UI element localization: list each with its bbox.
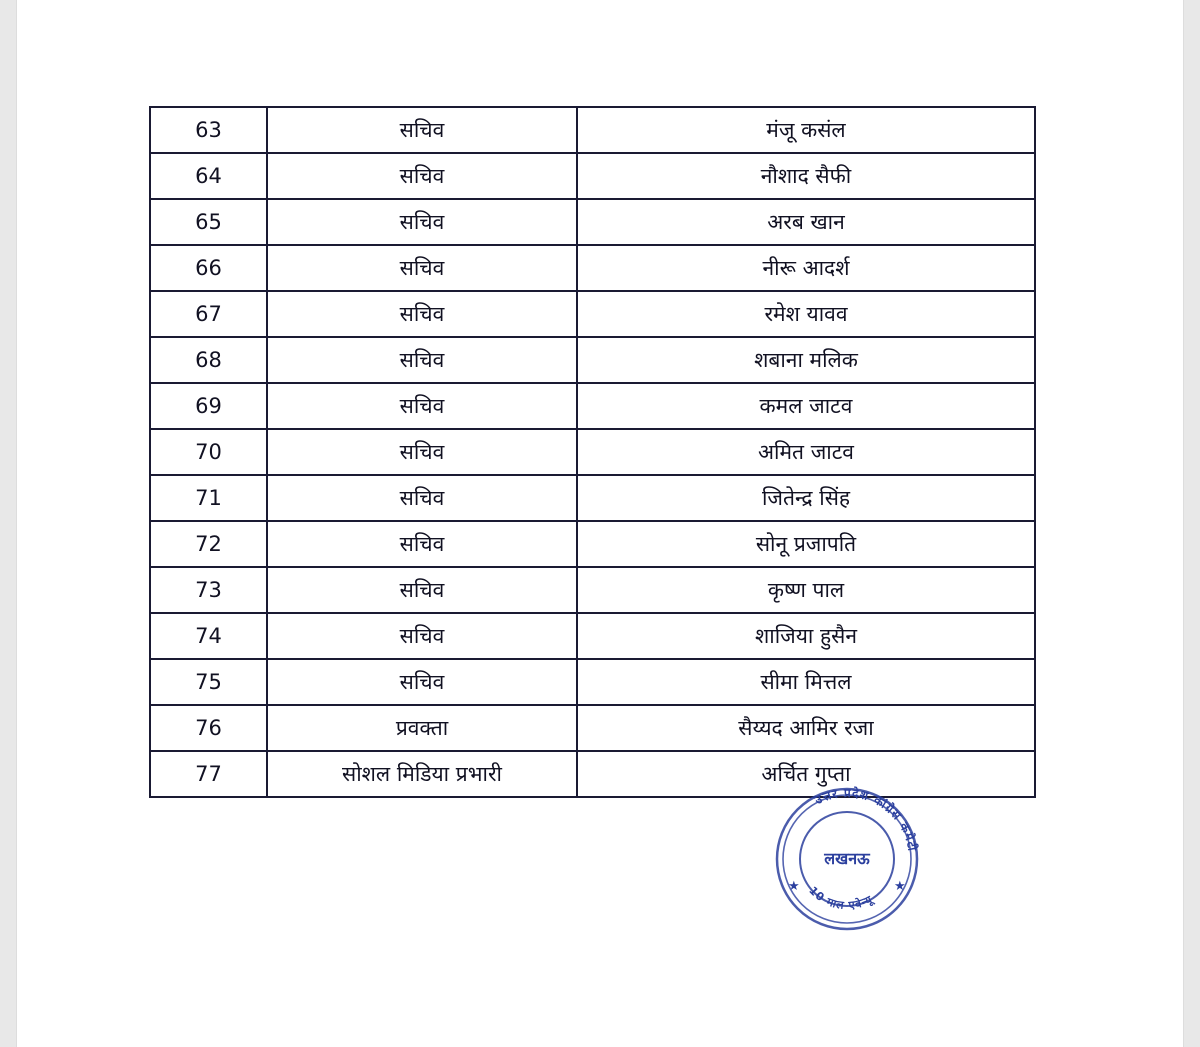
cell-post: सचिव (267, 383, 577, 429)
cell-serial: 70 (150, 429, 267, 475)
table-row (150, 475, 1035, 521)
cell-name: मंजू कसंल (577, 107, 1035, 153)
cell-post: सोशल मिडिया प्रभारी (267, 751, 577, 797)
cell-post: सचिव (267, 245, 577, 291)
cell-name: सोनू प्रजापति (577, 521, 1035, 567)
table-row (150, 107, 1035, 153)
cell-name: सीमा मित्तल (577, 659, 1035, 705)
svg-text:★: ★ (894, 879, 906, 894)
cell-serial: 72 (150, 521, 267, 567)
cell-serial: 69 (150, 383, 267, 429)
cell-name: सैय्यद आमिर रजा (577, 705, 1035, 751)
cell-name: शाजिया हुसैन (577, 613, 1035, 659)
cell-name: कमल जाटव (577, 383, 1035, 429)
cell-post: सचिव (267, 659, 577, 705)
cell-post: प्रवक्ता (267, 705, 577, 751)
cell-serial: 71 (150, 475, 267, 521)
table-body (150, 107, 1035, 797)
cell-serial: 75 (150, 659, 267, 705)
cell-post: सचिव (267, 199, 577, 245)
cell-name: रमेश यावव (577, 291, 1035, 337)
cell-serial: 63 (150, 107, 267, 153)
svg-text:उत्तर प्रदेश कांग्रेस कमेटी: उत्तर प्रदेश कांग्रेस कमेटी (812, 785, 920, 853)
table-row (150, 199, 1035, 245)
table-row (150, 383, 1035, 429)
table-row (150, 613, 1035, 659)
cell-post: सचिव (267, 429, 577, 475)
table-row (150, 429, 1035, 475)
stamp-seal-icon (766, 778, 928, 940)
cell-name: शबाना मलिक (577, 337, 1035, 383)
cell-post: सचिव (267, 521, 577, 567)
cell-name: नीरू आदर्श (577, 245, 1035, 291)
svg-text:★: ★ (788, 879, 800, 894)
cell-serial: 76 (150, 705, 267, 751)
official-stamp (766, 778, 928, 940)
cell-name: जितेन्द्र सिंह (577, 475, 1035, 521)
cell-post: सचिव (267, 107, 577, 153)
cell-name: नौशाद सैफी (577, 153, 1035, 199)
table-row (150, 291, 1035, 337)
cell-post: सचिव (267, 337, 577, 383)
cell-serial: 66 (150, 245, 267, 291)
table-row (150, 567, 1035, 613)
cell-serial: 64 (150, 153, 267, 199)
cell-serial: 77 (150, 751, 267, 797)
cell-serial: 68 (150, 337, 267, 383)
appointment-table (149, 106, 1036, 798)
table-row (150, 337, 1035, 383)
svg-text:10 माल एवेन्यू: 10 माल एवेन्यू (806, 883, 875, 913)
table-row (150, 659, 1035, 705)
cell-serial: 73 (150, 567, 267, 613)
cell-name: अर्चित गुप्ता (577, 751, 1035, 797)
cell-post: सचिव (267, 153, 577, 199)
table-row (150, 521, 1035, 567)
document-page (17, 0, 1183, 1047)
svg-text:लखनऊ: लखनऊ (824, 849, 870, 868)
cell-serial: 74 (150, 613, 267, 659)
cell-post: सचिव (267, 567, 577, 613)
table-row (150, 705, 1035, 751)
cell-post: सचिव (267, 613, 577, 659)
cell-serial: 67 (150, 291, 267, 337)
table-row (150, 153, 1035, 199)
cell-post: सचिव (267, 475, 577, 521)
cell-post: सचिव (267, 291, 577, 337)
cell-name: अमित जाटव (577, 429, 1035, 475)
cell-name: कृष्ण पाल (577, 567, 1035, 613)
cell-serial: 65 (150, 199, 267, 245)
table-row (150, 245, 1035, 291)
cell-name: अरब खान (577, 199, 1035, 245)
